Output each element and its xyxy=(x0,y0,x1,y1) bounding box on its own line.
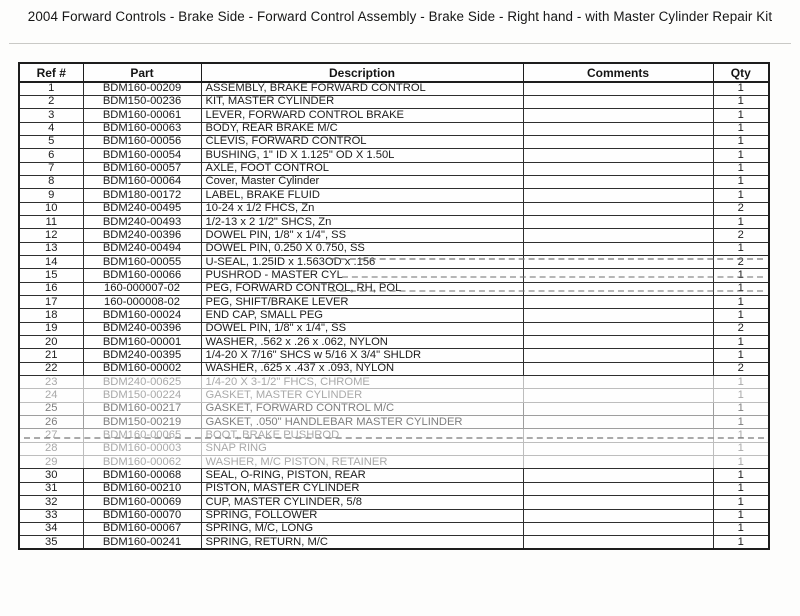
ref-cell: 15 xyxy=(19,269,83,282)
qty-cell: 1 xyxy=(713,109,769,122)
part-cell: BDM160-00064 xyxy=(83,175,201,188)
part-cell: BDM160-00002 xyxy=(83,362,201,375)
part-cell: BDM160-00001 xyxy=(83,336,201,349)
qty-cell: 1 xyxy=(713,429,769,442)
qty-cell: 1 xyxy=(713,496,769,509)
qty-cell: 1 xyxy=(713,349,769,362)
comments-cell xyxy=(523,109,713,122)
desc-cell: BOOT, BRAKE PUSHROD xyxy=(201,429,523,442)
part-cell: BDM160-00056 xyxy=(83,135,201,148)
comments-cell xyxy=(523,416,713,429)
comments-cell xyxy=(523,349,713,362)
desc-cell: CLEVIS, FORWARD CONTROL xyxy=(201,135,523,148)
table-row xyxy=(19,229,769,242)
comments-cell xyxy=(523,202,713,215)
table-row xyxy=(19,149,769,162)
table-row xyxy=(19,469,769,482)
table-row xyxy=(19,162,769,175)
desc-cell: BODY, REAR BRAKE M/C xyxy=(201,122,523,135)
part-cell: BDM160-00067 xyxy=(83,522,201,535)
qty-cell: 2 xyxy=(713,202,769,215)
qty-cell: 2 xyxy=(713,229,769,242)
part-cell: BDM160-00241 xyxy=(83,536,201,549)
header-row xyxy=(19,63,769,82)
page-title: 2004 Forward Controls - Brake Side - Forward Control Assembly - Brake Side - Right hand - with Master Cylinder Repair Kit xyxy=(27,9,773,24)
desc-cell: 10-24 x 1/2 FHCS, Zn xyxy=(201,202,523,215)
comments-cell xyxy=(523,282,713,295)
part-cell: BDM160-00209 xyxy=(83,82,201,95)
table-row xyxy=(19,82,769,95)
qty-cell: 1 xyxy=(713,509,769,522)
ref-cell: 5 xyxy=(19,135,83,148)
part-cell: BDM160-00054 xyxy=(83,149,201,162)
ref-cell: 2 xyxy=(19,95,83,108)
desc-cell: CUP, MASTER CYLINDER, 5/8 xyxy=(201,496,523,509)
comments-cell xyxy=(523,389,713,402)
ref-cell: 13 xyxy=(19,242,83,255)
table-row xyxy=(19,522,769,535)
col-header-qty: Qty xyxy=(713,63,769,82)
desc-cell: LEVER, FORWARD CONTROL BRAKE xyxy=(201,109,523,122)
desc-cell: BUSHING, 1" ID X 1.125" OD X 1.50L xyxy=(201,149,523,162)
desc-cell: KIT, MASTER CYLINDER xyxy=(201,95,523,108)
comments-cell xyxy=(523,309,713,322)
table-row xyxy=(19,95,769,108)
ref-cell: 14 xyxy=(19,255,83,268)
desc-cell: DOWEL PIN, 0.250 X 0.750, SS xyxy=(201,242,523,255)
comments-cell xyxy=(523,189,713,202)
qty-cell: 2 xyxy=(713,362,769,375)
table-row xyxy=(19,282,769,295)
desc-cell: GASKET, .050" HANDLEBAR MASTER CYLINDER xyxy=(201,416,523,429)
table-row xyxy=(19,429,769,442)
qty-cell: 1 xyxy=(713,536,769,549)
part-cell: BDM160-00217 xyxy=(83,402,201,415)
qty-cell: 1 xyxy=(713,269,769,282)
ref-cell: 27 xyxy=(19,429,83,442)
ref-cell: 31 xyxy=(19,482,83,495)
desc-cell: SNAP RING xyxy=(201,442,523,455)
qty-cell: 1 xyxy=(713,416,769,429)
comments-cell xyxy=(523,429,713,442)
comments-cell xyxy=(523,456,713,469)
desc-cell: WASHER, M/C PISTON, RETAINER xyxy=(201,456,523,469)
part-cell: BDM150-00224 xyxy=(83,389,201,402)
table-row xyxy=(19,416,769,429)
ref-cell: 20 xyxy=(19,336,83,349)
part-cell: BDM240-00493 xyxy=(83,215,201,228)
desc-cell: SPRING, RETURN, M/C xyxy=(201,536,523,549)
table-row xyxy=(19,349,769,362)
col-header-comments: Comments xyxy=(523,63,713,82)
part-cell: BDM240-00495 xyxy=(83,202,201,215)
part-cell: BDM160-00063 xyxy=(83,122,201,135)
table-body xyxy=(19,82,769,549)
ref-cell: 23 xyxy=(19,376,83,389)
part-cell: 160-000008-02 xyxy=(83,296,201,309)
qty-cell: 1 xyxy=(713,389,769,402)
qty-cell: 1 xyxy=(713,402,769,415)
qty-cell: 1 xyxy=(713,242,769,255)
title-divider xyxy=(9,43,791,44)
part-cell: BDM160-00024 xyxy=(83,309,201,322)
part-cell: BDM160-00057 xyxy=(83,162,201,175)
ref-cell: 34 xyxy=(19,522,83,535)
ref-cell: 16 xyxy=(19,282,83,295)
ref-cell: 10 xyxy=(19,202,83,215)
qty-cell: 1 xyxy=(713,336,769,349)
ref-cell: 21 xyxy=(19,349,83,362)
comments-cell xyxy=(523,229,713,242)
table-row xyxy=(19,376,769,389)
ref-cell: 30 xyxy=(19,469,83,482)
desc-cell: AXLE, FOOT CONTROL xyxy=(201,162,523,175)
comments-cell xyxy=(523,269,713,282)
desc-cell: 1/2-13 x 2 1/2" SHCS, Zn xyxy=(201,215,523,228)
qty-cell: 1 xyxy=(713,162,769,175)
ref-cell: 35 xyxy=(19,536,83,549)
parts-table xyxy=(18,62,770,550)
table-row xyxy=(19,296,769,309)
desc-cell: SPRING, FOLLOWER xyxy=(201,509,523,522)
table-row xyxy=(19,202,769,215)
ref-cell: 4 xyxy=(19,122,83,135)
part-cell: BDM180-00172 xyxy=(83,189,201,202)
qty-cell: 1 xyxy=(713,135,769,148)
desc-cell: PEG, SHIFT/BRAKE LEVER xyxy=(201,296,523,309)
part-cell: BDM240-00625 xyxy=(83,376,201,389)
desc-cell: Cover, Master Cylinder xyxy=(201,175,523,188)
part-cell: BDM240-00396 xyxy=(83,229,201,242)
qty-cell: 1 xyxy=(713,296,769,309)
desc-cell: 1/4-20 X 3-1/2" FHCS, CHROME xyxy=(201,376,523,389)
desc-cell: GASKET, FORWARD CONTROL M/C xyxy=(201,402,523,415)
part-cell: BDM240-00494 xyxy=(83,242,201,255)
qty-cell: 1 xyxy=(713,376,769,389)
table-row xyxy=(19,135,769,148)
ref-cell: 18 xyxy=(19,309,83,322)
ref-cell: 9 xyxy=(19,189,83,202)
table-row xyxy=(19,442,769,455)
table-row xyxy=(19,456,769,469)
qty-cell: 1 xyxy=(713,456,769,469)
desc-cell: LABEL, BRAKE FLUID xyxy=(201,189,523,202)
ref-cell: 29 xyxy=(19,456,83,469)
ref-cell: 24 xyxy=(19,389,83,402)
desc-cell: SEAL, O-RING, PISTON, REAR xyxy=(201,469,523,482)
comments-cell xyxy=(523,82,713,95)
comments-cell xyxy=(523,362,713,375)
comments-cell xyxy=(523,482,713,495)
desc-cell: 1/4-20 X 7/16" SHCS w 5/16 X 3/4" SHLDR xyxy=(201,349,523,362)
table-row xyxy=(19,109,769,122)
comments-cell xyxy=(523,536,713,549)
comments-cell xyxy=(523,442,713,455)
part-cell: BDM160-00070 xyxy=(83,509,201,522)
desc-cell: PISTON, MASTER CYLINDER xyxy=(201,482,523,495)
table-row xyxy=(19,309,769,322)
table-row xyxy=(19,362,769,375)
part-cell: BDM160-00062 xyxy=(83,456,201,469)
desc-cell: END CAP, SMALL PEG xyxy=(201,309,523,322)
ref-cell: 3 xyxy=(19,109,83,122)
ref-cell: 6 xyxy=(19,149,83,162)
comments-cell xyxy=(523,496,713,509)
qty-cell: 1 xyxy=(713,309,769,322)
qty-cell: 1 xyxy=(713,122,769,135)
col-header-ref: Ref # xyxy=(19,63,83,82)
qty-cell: 1 xyxy=(713,149,769,162)
table-row xyxy=(19,402,769,415)
part-cell: BDM160-00003 xyxy=(83,442,201,455)
table-row xyxy=(19,122,769,135)
comments-cell xyxy=(523,296,713,309)
part-cell: BDM160-00055 xyxy=(83,255,201,268)
qty-cell: 1 xyxy=(713,482,769,495)
comments-cell xyxy=(523,469,713,482)
comments-cell xyxy=(523,149,713,162)
table-row xyxy=(19,269,769,282)
part-cell: BDM150-00219 xyxy=(83,416,201,429)
ref-cell: 33 xyxy=(19,509,83,522)
qty-cell: 2 xyxy=(713,255,769,268)
table-row xyxy=(19,215,769,228)
desc-cell: DOWEL PIN, 1/8" x 1/4", SS xyxy=(201,322,523,335)
desc-cell: WASHER, .562 x .26 x .062, NYLON xyxy=(201,336,523,349)
comments-cell xyxy=(523,175,713,188)
comments-cell xyxy=(523,336,713,349)
table-row xyxy=(19,175,769,188)
table-row xyxy=(19,336,769,349)
part-cell: BDM240-00396 xyxy=(83,322,201,335)
ref-cell: 26 xyxy=(19,416,83,429)
desc-cell: PEG, FORWARD CONTROL, RH, POL xyxy=(201,282,523,295)
ref-cell: 1 xyxy=(19,82,83,95)
qty-cell: 1 xyxy=(713,282,769,295)
qty-cell: 1 xyxy=(713,189,769,202)
part-cell: BDM150-00236 xyxy=(83,95,201,108)
part-cell: BDM160-00066 xyxy=(83,269,201,282)
qty-cell: 1 xyxy=(713,215,769,228)
desc-cell: SPRING, M/C, LONG xyxy=(201,522,523,535)
part-cell: BDM160-00069 xyxy=(83,496,201,509)
part-cell: BDM240-00395 xyxy=(83,349,201,362)
comments-cell xyxy=(523,376,713,389)
desc-cell: ASSEMBLY, BRAKE FORWARD CONTROL xyxy=(201,82,523,95)
ref-cell: 28 xyxy=(19,442,83,455)
qty-cell: 1 xyxy=(713,82,769,95)
ref-cell: 32 xyxy=(19,496,83,509)
qty-cell: 1 xyxy=(713,95,769,108)
part-cell: BDM160-00065 xyxy=(83,429,201,442)
table-row xyxy=(19,496,769,509)
comments-cell xyxy=(523,135,713,148)
comments-cell xyxy=(523,162,713,175)
comments-cell xyxy=(523,522,713,535)
table-row xyxy=(19,322,769,335)
desc-cell: DOWEL PIN, 1/8" x 1/4", SS xyxy=(201,229,523,242)
desc-cell: PUSHROD - MASTER CYL xyxy=(201,269,523,282)
desc-cell: WASHER, .625 x .437 x .093, NYLON xyxy=(201,362,523,375)
qty-cell: 1 xyxy=(713,469,769,482)
part-cell: BDM160-00210 xyxy=(83,482,201,495)
part-cell: BDM160-00061 xyxy=(83,109,201,122)
table-row xyxy=(19,389,769,402)
comments-cell xyxy=(523,242,713,255)
comments-cell xyxy=(523,255,713,268)
qty-cell: 1 xyxy=(713,442,769,455)
comments-cell xyxy=(523,95,713,108)
col-header-description: Description xyxy=(201,63,523,82)
table-row xyxy=(19,255,769,268)
ref-cell: 19 xyxy=(19,322,83,335)
desc-cell: U-SEAL, 1.25ID x 1.563OD x .156 xyxy=(201,255,523,268)
table-row xyxy=(19,242,769,255)
part-cell: 160-000007-02 xyxy=(83,282,201,295)
comments-cell xyxy=(523,402,713,415)
table-row xyxy=(19,482,769,495)
ref-cell: 7 xyxy=(19,162,83,175)
desc-cell: GASKET, MASTER CYLINDER xyxy=(201,389,523,402)
ref-cell: 25 xyxy=(19,402,83,415)
ref-cell: 8 xyxy=(19,175,83,188)
comments-cell xyxy=(523,322,713,335)
ref-cell: 17 xyxy=(19,296,83,309)
qty-cell: 1 xyxy=(713,522,769,535)
qty-cell: 2 xyxy=(713,322,769,335)
qty-cell: 1 xyxy=(713,175,769,188)
table-row xyxy=(19,509,769,522)
col-header-part: Part xyxy=(83,63,201,82)
comments-cell xyxy=(523,509,713,522)
ref-cell: 11 xyxy=(19,215,83,228)
comments-cell xyxy=(523,215,713,228)
ref-cell: 12 xyxy=(19,229,83,242)
ref-cell: 22 xyxy=(19,362,83,375)
table-row xyxy=(19,189,769,202)
table-row xyxy=(19,536,769,549)
part-cell: BDM160-00068 xyxy=(83,469,201,482)
comments-cell xyxy=(523,122,713,135)
